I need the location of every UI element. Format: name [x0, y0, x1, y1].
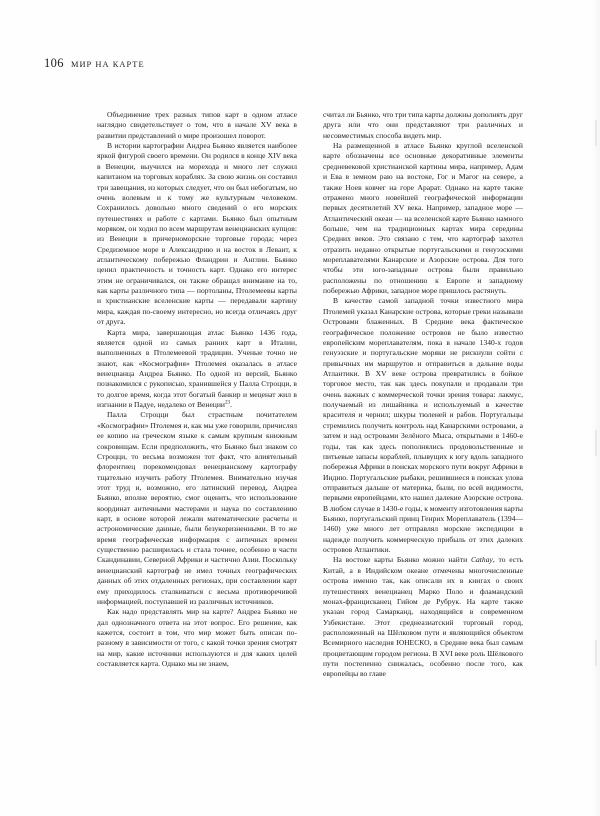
text-body	[97, 110, 523, 775]
page-edge-mark	[595, 640, 597, 666]
italic-term: Cathay	[470, 555, 493, 565]
right-column	[323, 110, 523, 775]
paragraph: Карта мира, завершающая атлас Бьянко 1436 года, является одной из самых ранних карт в Италии, выполненных в Птолемеевой традиции. Ученые точно не знают, как «Космография» Птолемея оказалась в атласе венецианца Андреа Бьянко. По одной из версий, Бьянко познакомился с рукописью, хранившейся у Палла Строцци, в то долгое время, когда этот богатый банкир и меценат жил в изгнании в Падуе, недалеко от Венеции$^{23}$.	[97, 327, 297, 410]
paragraph-text: На востоке карты Бьянко можно найти Cathay, то есть Китай, а в Индийском океане отмечены многочисленные острова именно так, как описали их в книгах о своих путешествиях венецианец Марко Поло и фламандский монах-францисканец Гийом де Рубрук. На карте также указан город Самарканд, находящийся в современном Узбекистане. Этот среднеазиатский торговый город, расположенный на Шёлковом пути и являющийся объектом Всемирного наследия ЮНЕСКО, в Средние века был самым процветающим городом региона. В XVI веке роль Шёлкового пути постепенно снижалась, особенно после того, как европейцы во главе	[323, 555, 523, 679]
paragraph: Палла Строцци был страстным почитателем «Космографии» Птолемея и, как мы уже говорили, причислял ее копию на греческом языке к самым крупным книжным сокровищам. Если предположить, что Бьянко был знаком со Строцци, то весьма возможен тот факт, что влиятельный флорентиец порекомендовал венецианскому картографу тщательно изучить работу Птолемея. Внимательно изучая этот труд и, возможно, его латинский перевод, Андреа Бьянко, вполне вероятно, смог оценить, что использование координат античными мастерами и наука по составлению карт, в основе которой лежали математические расчеты и астрономические данные, были безукоризненными. В то же время географическая информация с античных времен существенно расширилась и стала точнее, особенно в части Скандинавии, Северной Африки и частично Азии. Поскольку венецианский картограф не имел точных географических данных об этих отдаленных регионах, при составлении карт ему приходилось сталкиваться с весьма противоречивой информацией, поступавшей из различных источников.	[97, 410, 297, 606]
paragraph	[323, 555, 523, 679]
paragraph: В качестве самой западной точки известного мира Птолемей указал Канарские острова, которые греки называли Островами блаженных. В Средние века фактическое географическое положение островов не было известно европейским мореплавателям, пока в начале 1340-х годов генуэзские и португальские моряки не рискнули сойти с привычных им маршрутов и отправиться в дальние воды Атлантики. В XV веке острова превратились в бойкое торговое место, так как здесь покупали и продавали три очень важных с коммерческой точки зрения товара: лакмус, получаемый из лишайника и используемый в качестве красителя и чернил; шкуры тюленей и рабов. Португальцы стремились получить контроль над Канарскими островами, а затем и над островами Зелёного Мыса, открытыми в 1460-е годы, так как здесь пополнялись продовольственные и питьевые запасы кораблей, плывущих к югу вдоль западного побережья Африки в поисках морского пути вокруг Африки в Индию. Португальские рыбаки, решившиеся в поисках улова отправиться дальше от материка, были, по всей видимости, первыми европейцами, кто нашел далекие Азорские острова. В любом случае в 1430-е годы, к моменту изготовления карты Бьянко, португальский принц Генрих Мореплаватель (1394—1460) уже много лет отправлял морские экспедиции в надежде получить коммерческую прибыль от этих далеких островов Атлантики.	[323, 296, 523, 555]
paragraph: В истории картографии Андреа Бьянко является наиболее яркой фигурой своего времени. Он родился в конце XIV века в Венеции, выучился на морехода и много лет служил капитаном на торговых кораблях. За свою жизнь он составил три завещания, из которых следует, что он был небогатым, но очень волевым и к тому же культурным человеком. Сохранилось довольно много сведений о его морских путешествиях и работе с картами. Бьянко был опытным моряком, он ходил по всем маршрутам венецианских купцов: из Венеции в причерноморские торговые города; через Средиземное море в Александрию и на восток в Левант, к атлантическому побережью Фландрии и Англии. Бьянко ценил практичность и точность карт. Однако его интерес этим не ограничивался, он также обращал внимание на то, как карты различного типа — портоланы, Птолемеевы карты и христианские вселенские карты — передавали картину мира, каждая по-своему интересно, но всегда отличаясь друг от друга.	[97, 141, 297, 327]
page-edge-mark	[595, 120, 597, 146]
paragraph: считал ли Бьянко, что три типа карты должны дополнять друг друга или что они представляют три различных и несовместимых способа видеть мир.	[323, 110, 523, 140]
footnote-marker: 23	[224, 399, 231, 406]
paragraph: Как надо представлять мир на карте? Андреа Бьянко не дал однозначного ответа на этот вопрос. Его решение, как кажется, состоит в том, что мир может быть описан по-разному в зависимости от того, с какой точки зрения смотрят на мир, какие источники используются и для каких целей составляется карта. Однако мы не знаем,	[97, 607, 297, 669]
paragraph-text: Карта мира, завершающая атлас Бьянко 1436 года, является одной из самых ранних карт в Италии, выполненных в Птолемеевой традиции. Ученые точно не знают, как «Космография» Птолемея оказалась в атласе венецианца Андреа Бьянко. По одной из версий, Бьянко познакомился с рукописью, хранившейся у Палла Строцци, в то долгое время, когда этот богатый банкир и меценат жил в изгнании в Падуе, недалеко от Венеции	[97, 327, 297, 410]
running-header-title: МИР НА КАРТЕ	[70, 60, 145, 69]
page-edge-mark	[595, 430, 597, 456]
paragraph: Объединение трех разных типов карт в одном атласе наглядно свидетельствует о том, что в начале XV века в развитии представлений о мире произошел поворот.	[97, 110, 297, 140]
running-header	[44, 56, 145, 71]
paragraph: На размещенной в атласе Бьянко круглой вселенской карте обозначены все основные декоративные элементы средневековой христианской картины мира, например, Адам и Ева в земном раю на востоке, Гог и Магог на севере, а также Ноев ковчег на горе Арарат. Однако на карте также отражено много новейшей географической информации первых десятилетий XV века. Например, западное море — Атлантический океан — на вселенской карте Бьянко намного больше, чем на традиционных картах мира середины Средних веков. Это связано с тем, что картограф захотел отразить недавно открытые португальскими и генуэзскими мореплавателями Канарские и Азорские острова. Для того чтобы эти юго-западные острова были правильно расположены по отношению к Европе и западному побережью Африки, западное море пришлось растянуть.	[323, 141, 523, 296]
left-column	[97, 110, 297, 775]
page-number: 106	[44, 56, 64, 70]
